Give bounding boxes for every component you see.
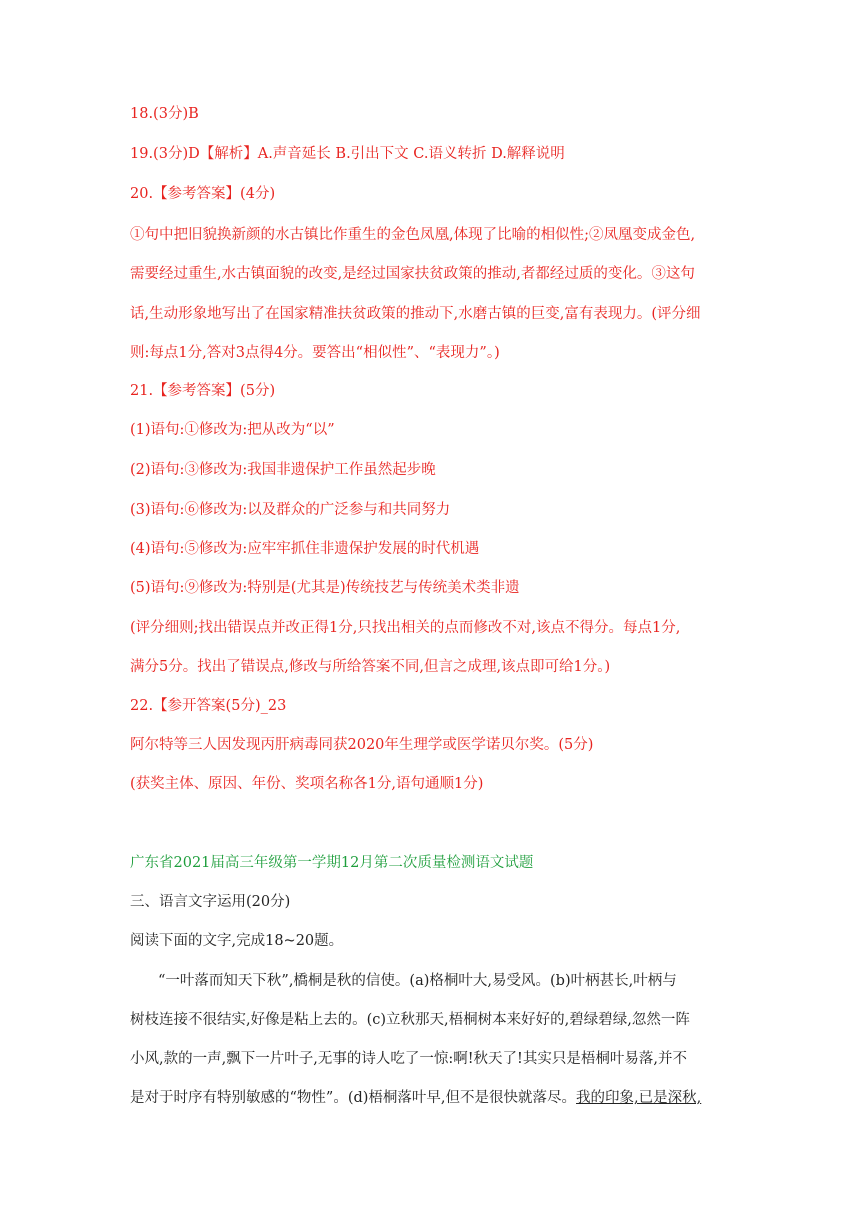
reading-instruction: 阅读下面的文字,完成18~20题。 (130, 933, 344, 949)
answer-21-item: (1)语句:①修改为:把从改为“以” (130, 422, 335, 438)
exam-title: 广东省2021届高三年级第一学期12月第二次质量检测语文试题 (130, 855, 534, 871)
underlined-sentence: 我的印象,已是深秋, (576, 1090, 702, 1106)
passage-line: 树枝连接不很结实,好像是粘上去的。(c)立秋那天,梧桐树本来好好的,碧绿碧绿,忽然一阵 (130, 1012, 690, 1028)
answer-21-item: (4)语句:⑤修改为:应牢牢抓住非遗保护发展的时代机遇 (130, 541, 480, 557)
answer-21-note-line: (评分细则;找出错误点并改正得1分,只找出相关的点而修改不对,该点不得分。每点1分, (130, 620, 681, 636)
answer-21-item: (5)语句:⑨修改为:特别是(尤其是)传统技艺与传统美术类非遗 (130, 580, 520, 596)
answer-22-header: 22.【参开答案(5分)_23 (130, 698, 287, 714)
answer-20-line: ①句中把旧貌换新颜的水古镇比作重生的金色凤凰,体现了比喻的相似性;②凤凰变成金色, (130, 227, 696, 243)
passage-line: 小风,款的一声,飘下一片叶子,无事的诗人吃了一惊:啊!秋天了!其实只是梧桐叶易落,并不 (130, 1051, 687, 1067)
answer-22-text: 阿尔特等三人因发现丙肝病毒同获2020年生理学或医学诺贝尔奖。(5分) (130, 737, 594, 753)
answer-20-line: 需要经过重生,水古镇面貌的改变,是经过国家扶贫政策的推动,者都经过质的变化。③这句 (130, 266, 695, 282)
answer-21-note-line: 满分5分。找出了错误点,修改与所给答案不同,但言之成理,该点即可给1分。) (130, 659, 611, 675)
answer-20-line: 则:每点1分,答对3点得4分。要答出“相似性”、“表现力”。) (130, 345, 500, 361)
answer-21-item: (2)语句:③修改为:我国非遗保护工作虽然起步晚 (130, 462, 436, 478)
answer-18: 18.(3分)B (130, 106, 199, 122)
answer-21-header: 21.【参考答案】(5分) (130, 383, 276, 399)
passage-line (130, 1088, 740, 1108)
section-heading: 三、语言文字运用(20分) (130, 894, 291, 910)
answer-20-header: 20.【参考答案】(4分) (130, 186, 276, 202)
answer-20-line: 话,生动形象地写出了在国家精准扶贫政策的推动下,水磨古镇的巨变,富有表现力。(评分细 (130, 306, 701, 322)
answer-22-note: (获奖主体、原因、年份、奖项名称各1分,语句通顺1分) (130, 776, 484, 792)
answer-21-item: (3)语句:⑥修改为:以及群众的广泛参与和共同努力 (130, 502, 451, 518)
answer-19: 19.(3分)D【解析】A.声音延长 B.引出下文 C.语义转折 D.解释说明 (130, 146, 565, 162)
passage-line: “一叶落而知天下秋”,橋桐是秋的信使。(a)格桐叶大,易受风。(b)叶柄甚长,叶柄与 (158, 973, 677, 989)
passage-text: 是对于时序有特别敏感的“物性”。(d)梧桐落叶早,但不是很快就落尽。 (130, 1090, 577, 1106)
